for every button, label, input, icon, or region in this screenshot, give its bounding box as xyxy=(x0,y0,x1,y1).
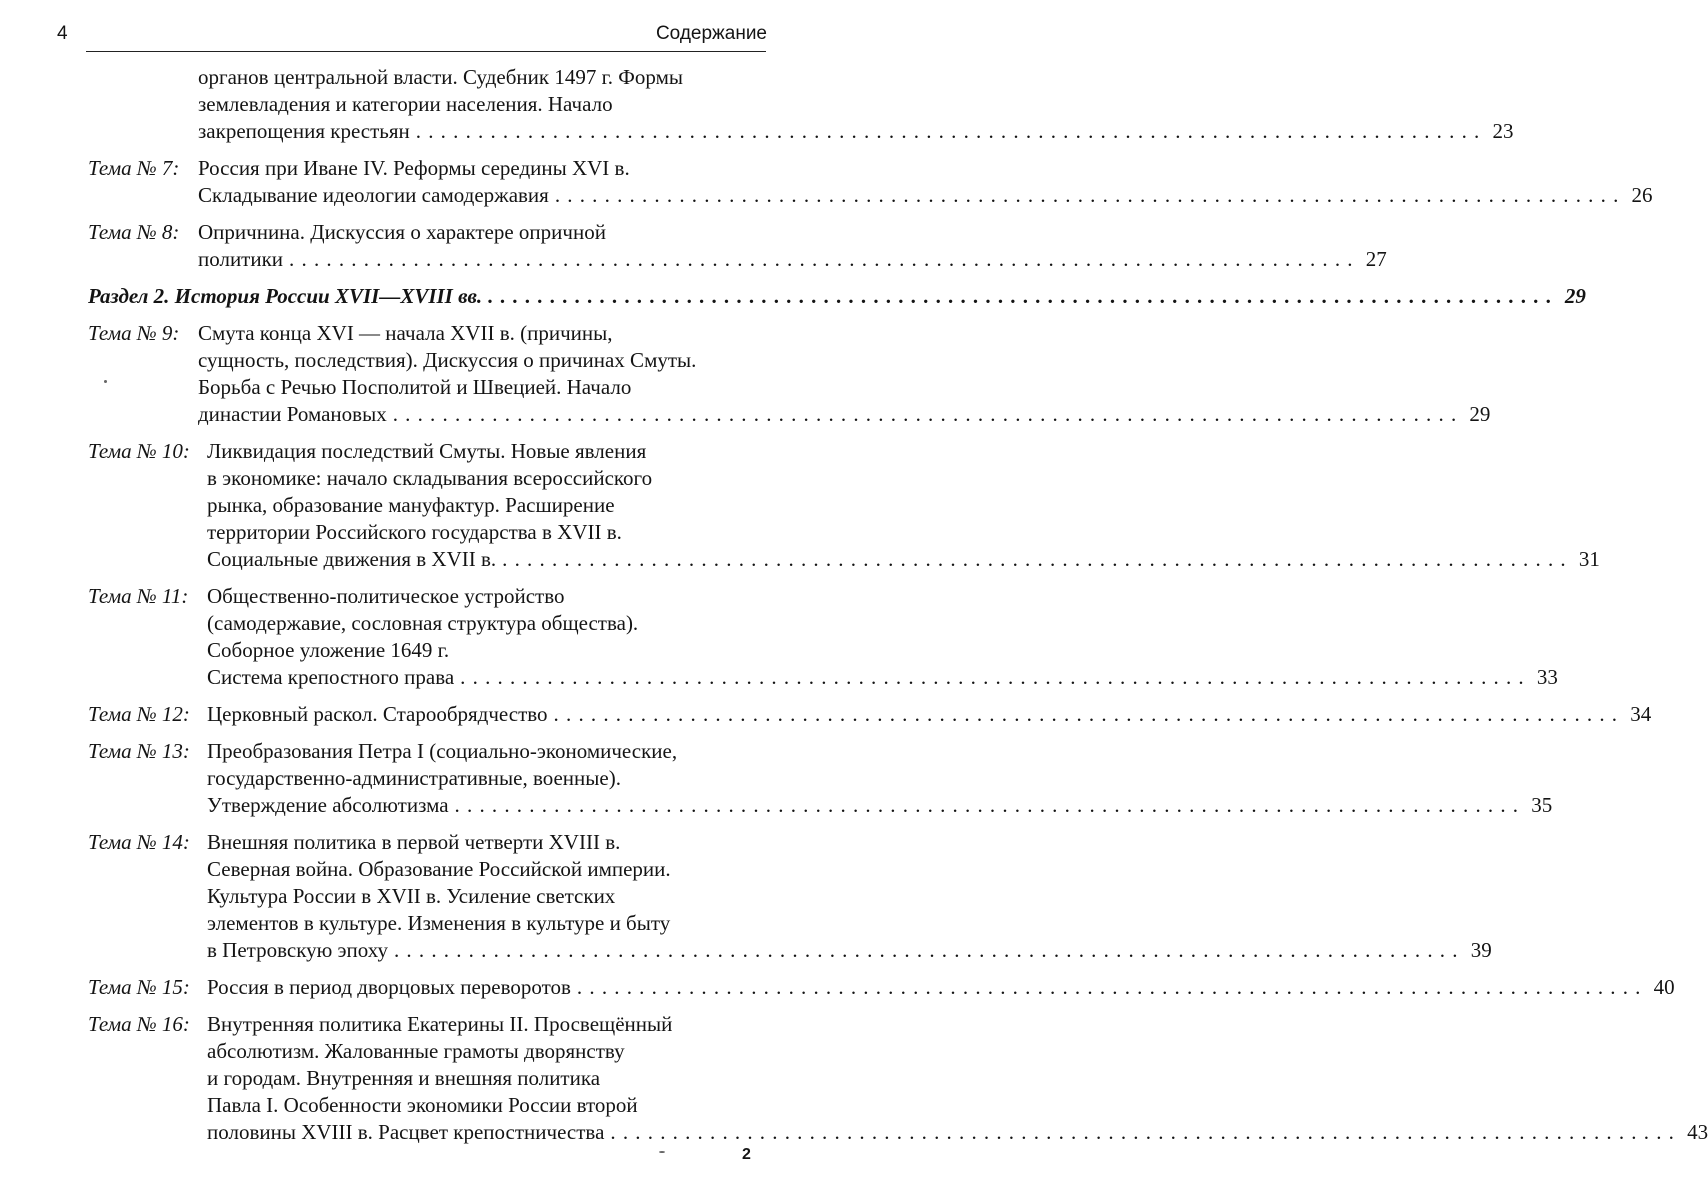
toc-part-heading[interactable] xyxy=(0,283,1586,310)
toc-topic-label: Тема № 14: xyxy=(88,830,190,854)
toc-topic-label: Тема № 7: xyxy=(88,156,180,180)
toc-line: политики xyxy=(198,247,284,271)
toc-last-line xyxy=(207,701,1652,728)
toc-line: Церковный раскол. Старообрядчество xyxy=(207,702,548,726)
toc-line: Россия в период дворцовых переворотов xyxy=(207,975,571,999)
toc-entry-body xyxy=(198,219,1387,273)
dot-leader: ...................................................................................... xyxy=(289,247,1360,271)
toc-line: землевладения и категории населения. Начало xyxy=(198,92,613,116)
toc-page-number: 31 xyxy=(1578,547,1600,571)
toc-topic-label: Тема № 12: xyxy=(88,702,190,726)
toc-entry-body xyxy=(207,738,1553,819)
toc-topic-label: Тема № 8: xyxy=(88,220,180,244)
toc-part-row xyxy=(88,283,1586,310)
toc-last-line xyxy=(207,664,1558,691)
dot-leader: ...................................................................................... xyxy=(488,284,1559,308)
toc-entry-body xyxy=(207,583,1558,691)
toc-line: Утверждение абсолютизма xyxy=(207,793,449,817)
toc-line: Борьба с Речью Посполитой и Швецией. Начало xyxy=(198,375,632,399)
dot-leader: ...................................................................................... xyxy=(393,938,1465,962)
toc-line: в Петровскую эпоху xyxy=(207,938,388,962)
toc-line: Павла I. Особенности экономики России второй xyxy=(207,1093,638,1117)
toc-line: Преобразования Петра I (социально-экономические, xyxy=(207,739,678,763)
toc-line: Социальные движения в XVII в. xyxy=(207,547,497,571)
toc-page-number: 39 xyxy=(1470,938,1492,962)
toc-entry-topic-14[interactable] xyxy=(0,829,1492,964)
toc-last-line xyxy=(207,792,1553,819)
toc-line: Россия при Иване IV. Реформы середины XVI в. xyxy=(198,156,630,180)
toc-line: Система крепостного права xyxy=(207,665,455,689)
toc-line: Складывание идеологии самодержавия xyxy=(198,183,549,207)
running-section-title: Содержание xyxy=(655,23,767,44)
toc-topic-label: Тема № 9: xyxy=(88,321,180,345)
toc-line: в экономике: начало складывания всероссийского xyxy=(207,466,653,490)
toc-topic-label: Тема № 13: xyxy=(88,739,190,763)
toc-line: рынка, образование мануфактур. Расширение xyxy=(207,493,615,517)
toc-entry-topic-7[interactable] xyxy=(0,155,1653,209)
toc-topic-label: Тема № 10: xyxy=(88,439,190,463)
toc-entry-body xyxy=(207,974,1675,1001)
toc-line: Северная война. Образование Российской империи. xyxy=(207,857,671,881)
scan-speck xyxy=(104,380,107,383)
toc-line: элементов в культуре. Изменения в культуре и быту xyxy=(207,911,671,935)
dot-leader: ...................................................................................... xyxy=(553,702,1625,726)
footer-mark: 2 xyxy=(742,1146,751,1163)
toc-entry-topic-15[interactable] xyxy=(0,974,1675,1001)
toc-page-number: 33 xyxy=(1536,665,1558,689)
page-header xyxy=(0,0,827,60)
toc-line: (самодержавие, сословная структура общества). xyxy=(207,611,639,635)
toc-line: абсолютизм. Жалованные грамоты дворянству xyxy=(207,1039,625,1063)
toc-last-line xyxy=(198,118,1514,145)
toc-last-line xyxy=(198,246,1387,273)
toc-entry-topic-8[interactable] xyxy=(0,219,1387,273)
toc-line: Культура России в XVII в. Усиление светских xyxy=(207,884,616,908)
dot-leader: ...................................................................................... xyxy=(415,119,1487,143)
toc-page-number: 34 xyxy=(1630,702,1652,726)
toc-topic-label: Тема № 16: xyxy=(88,1012,190,1036)
toc-entry-topic-9[interactable] xyxy=(0,320,1491,428)
toc-page-number: 29 xyxy=(1564,284,1586,308)
page-number: 4 xyxy=(57,23,68,44)
toc-entry-continued xyxy=(0,64,1514,145)
dot-leader: ...................................................................................... xyxy=(460,665,1531,689)
toc-topic-label: Тема № 11: xyxy=(88,584,189,608)
toc-entry-body xyxy=(207,438,1600,573)
toc-line: Смута конца XVI — начала XVII в. (причины, xyxy=(198,321,613,345)
dot-leader: ...................................................................................... xyxy=(576,975,1648,999)
toc-line: Внешняя политика в первой четверти XVIII в. xyxy=(207,830,621,854)
part-title: Раздел 2. История России XVII—XVIII вв. xyxy=(88,284,483,308)
toc-entry-topic-12[interactable] xyxy=(0,701,1652,728)
toc-entry-body xyxy=(207,829,1492,964)
toc-entry-body xyxy=(207,1011,1708,1146)
header-rule xyxy=(86,51,766,52)
toc-line: закрепощения крестьян xyxy=(198,119,410,143)
toc-page-number: 35 xyxy=(1531,793,1553,817)
toc-entry-topic-13[interactable] xyxy=(0,738,1553,819)
toc-entry-body xyxy=(207,701,1652,728)
toc-page-number: 40 xyxy=(1653,975,1675,999)
toc-entry-body xyxy=(198,320,1491,428)
toc-last-line xyxy=(198,182,1653,209)
table-of-contents xyxy=(0,64,1708,1146)
toc-page-number: 26 xyxy=(1631,183,1653,207)
scan-speck xyxy=(659,1151,665,1153)
toc-topic-label: Тема № 15: xyxy=(88,975,190,999)
toc-line: Общественно-политическое устройство xyxy=(207,584,565,608)
dot-leader: ...................................................................................... xyxy=(454,793,1526,817)
toc-last-line xyxy=(207,1119,1708,1146)
toc-entry-body xyxy=(198,64,1514,145)
toc-page-number: 43 xyxy=(1687,1120,1708,1144)
toc-page-number: 27 xyxy=(1365,247,1387,271)
dot-leader: ...................................................................................... xyxy=(610,1120,1682,1144)
toc-last-line xyxy=(198,401,1491,428)
toc-line: и городам. Внутренняя и внешняя политика xyxy=(207,1066,601,1090)
toc-last-line xyxy=(207,937,1492,964)
toc-line: государственно-административные, военные). xyxy=(207,766,621,790)
toc-entry-topic-10[interactable] xyxy=(0,438,1600,573)
toc-page-number: 29 xyxy=(1469,402,1491,426)
toc-line: Внутренняя политика Екатерины II. Просвещённый xyxy=(207,1012,673,1036)
toc-page-number: 23 xyxy=(1492,119,1514,143)
toc-line: половины XVIII в. Расцвет крепостничества xyxy=(207,1120,605,1144)
toc-line: сущность, последствия). Дискуссия о причинах Смуты. xyxy=(198,348,697,372)
toc-line: Опричнина. Дискуссия о характере опричной xyxy=(198,220,606,244)
toc-entry-body xyxy=(198,155,1653,209)
dot-leader: ...................................................................................... xyxy=(554,183,1626,207)
toc-entry-topic-11[interactable] xyxy=(0,583,1558,691)
toc-line: Соборное уложение 1649 г. xyxy=(207,638,450,662)
toc-line: органов центральной власти. Судебник 1497 г. Формы xyxy=(198,65,683,89)
toc-line: Ликвидация последствий Смуты. Новые явления xyxy=(207,439,647,463)
toc-entry-topic-16[interactable] xyxy=(0,1011,1708,1146)
toc-last-line xyxy=(207,546,1600,573)
toc-line: территории Российского государства в XVII в. xyxy=(207,520,622,544)
dot-leader: ...................................................................................... xyxy=(502,547,1573,571)
toc-last-line xyxy=(207,974,1675,1001)
dot-leader: ...................................................................................... xyxy=(392,402,1464,426)
toc-line: династии Романовых xyxy=(198,402,387,426)
